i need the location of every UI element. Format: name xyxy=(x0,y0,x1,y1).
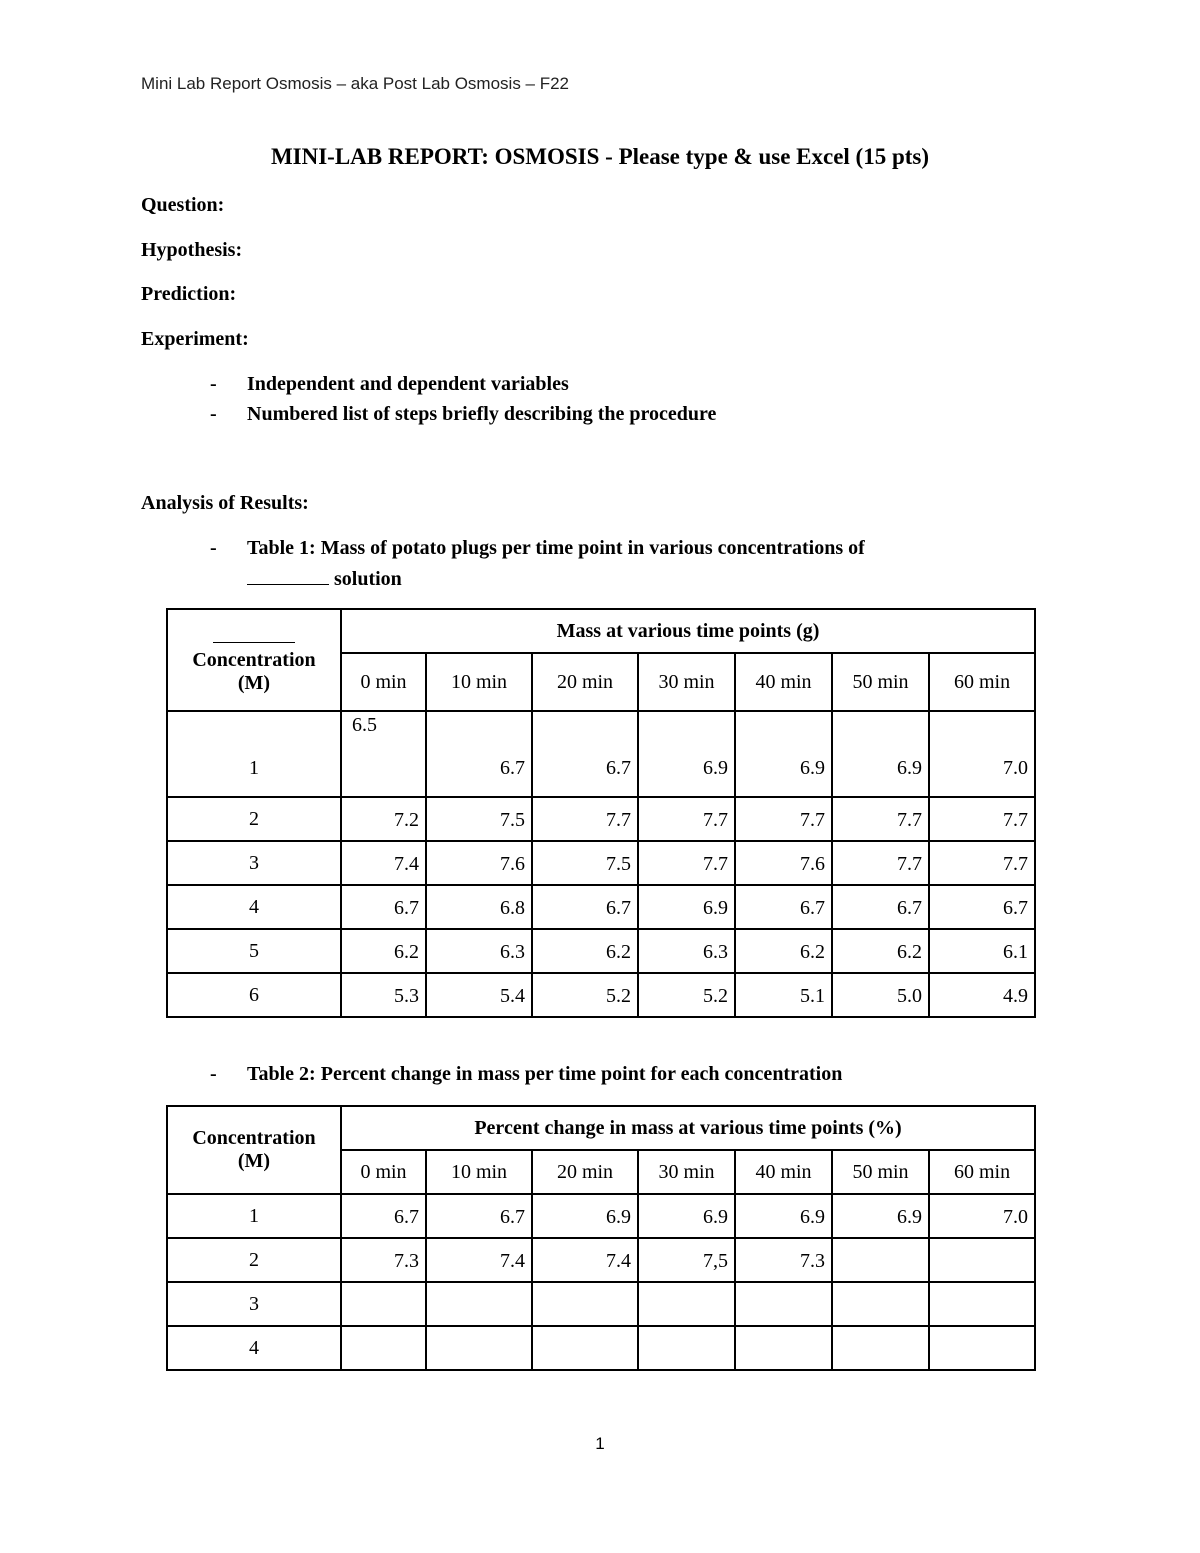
data-cell: 7.6 xyxy=(426,841,532,885)
time-header: 0 min xyxy=(341,1150,426,1194)
data-cell: 6.7 xyxy=(426,711,532,797)
table1-caption-line2: solution xyxy=(334,568,402,590)
data-cell: 6.7 xyxy=(735,885,832,929)
data-cell: 6.7 xyxy=(426,1194,532,1238)
table-row xyxy=(167,797,1035,841)
concentration-cell: 2 xyxy=(167,797,341,841)
data-cell: 6.7 xyxy=(532,711,638,797)
data-cell: 7.0 xyxy=(929,711,1035,797)
data-cell xyxy=(638,1326,735,1370)
data-cell: 6.9 xyxy=(638,711,735,797)
concentration-header: Concentration (M) xyxy=(167,1106,341,1194)
data-cell: 6.9 xyxy=(735,711,832,797)
data-cell xyxy=(735,1326,832,1370)
page-header: Mini Lab Report Osmosis – aka Post Lab Osmosis – F22 xyxy=(141,74,570,93)
data-cell: 6.7 xyxy=(929,885,1035,929)
data-cell: 7.7 xyxy=(929,841,1035,885)
data-cell: 6.7 xyxy=(341,1194,426,1238)
group-header: Percent change in mass at various time points (%) xyxy=(341,1106,1035,1150)
data-cell: 6.2 xyxy=(832,929,929,973)
data-cell: 7.4 xyxy=(426,1238,532,1282)
data-cell: 5.0 xyxy=(832,973,929,1017)
time-header: 50 min xyxy=(832,653,929,711)
bullet-dash: - xyxy=(210,537,217,559)
time-header: 0 min xyxy=(341,653,426,711)
data-cell xyxy=(832,1326,929,1370)
table-row xyxy=(167,1326,1035,1370)
data-cell: 7.0 xyxy=(929,1194,1035,1238)
table-row xyxy=(167,711,1035,797)
concentration-cell: 5 xyxy=(167,929,341,973)
time-header: 60 min xyxy=(929,653,1035,711)
hypothesis-label: Hypothesis: xyxy=(141,239,243,261)
table-row xyxy=(167,1282,1035,1326)
data-cell xyxy=(735,1282,832,1326)
bullet-dash: - xyxy=(210,373,217,395)
data-cell: 7.7 xyxy=(735,797,832,841)
data-cell xyxy=(929,1282,1035,1326)
time-header: 50 min xyxy=(832,1150,929,1194)
time-header: 10 min xyxy=(426,1150,532,1194)
data-cell xyxy=(832,1238,929,1282)
data-cell: 6.2 xyxy=(532,929,638,973)
data-cell: 7.7 xyxy=(532,797,638,841)
data-cell: 5.2 xyxy=(638,973,735,1017)
data-cell: 7.2 xyxy=(341,797,426,841)
data-cell: 6.8 xyxy=(426,885,532,929)
bullet-dash: - xyxy=(210,1063,217,1085)
data-cell: 7.7 xyxy=(832,797,929,841)
data-cell: 7.4 xyxy=(341,841,426,885)
data-cell: 7.7 xyxy=(832,841,929,885)
data-cell: 6.9 xyxy=(638,1194,735,1238)
concentration-cell: 3 xyxy=(167,841,341,885)
group-header: Mass at various time points (g) xyxy=(341,609,1035,653)
concentration-cell: 1 xyxy=(167,1194,341,1238)
data-cell: 5.1 xyxy=(735,973,832,1017)
experiment-label: Experiment: xyxy=(141,328,249,350)
data-cell: 5.3 xyxy=(341,973,426,1017)
data-cell: 7,5 xyxy=(638,1238,735,1282)
concentration-cell: 6 xyxy=(167,973,341,1017)
time-header: 40 min xyxy=(735,653,832,711)
data-cell xyxy=(638,1282,735,1326)
data-cell: 6.9 xyxy=(638,885,735,929)
data-cell: 6.5 xyxy=(341,711,426,797)
data-cell: 7.7 xyxy=(929,797,1035,841)
table-row xyxy=(167,1194,1035,1238)
bullet-text: Numbered list of steps briefly describing the procedure xyxy=(247,403,717,425)
data-cell: 6.1 xyxy=(929,929,1035,973)
data-cell: 6.3 xyxy=(426,929,532,973)
table-row xyxy=(167,973,1035,1017)
concentration-header: Concentration (M) xyxy=(167,609,341,711)
table1-caption-line1: Table 1: Mass of potato plugs per time point in various concentrations of xyxy=(247,537,865,559)
table1 xyxy=(166,608,1036,1018)
data-cell: 6.7 xyxy=(341,885,426,929)
data-cell xyxy=(341,1282,426,1326)
analysis-label: Analysis of Results: xyxy=(141,492,309,514)
data-cell: 4.9 xyxy=(929,973,1035,1017)
time-header: 30 min xyxy=(638,653,735,711)
table-row xyxy=(167,929,1035,973)
data-cell xyxy=(532,1326,638,1370)
concentration-cell: 4 xyxy=(167,1326,341,1370)
data-cell: 6.2 xyxy=(735,929,832,973)
data-cell xyxy=(929,1326,1035,1370)
data-cell: 6.3 xyxy=(638,929,735,973)
time-header: 30 min xyxy=(638,1150,735,1194)
data-cell xyxy=(426,1326,532,1370)
blank-line xyxy=(247,566,329,585)
table2 xyxy=(166,1105,1036,1371)
prediction-label: Prediction: xyxy=(141,283,237,305)
time-header: 20 min xyxy=(532,653,638,711)
data-cell: 6.7 xyxy=(832,885,929,929)
data-cell xyxy=(929,1238,1035,1282)
data-cell xyxy=(532,1282,638,1326)
data-cell: 7.7 xyxy=(638,797,735,841)
table2-caption-text: Table 2: Percent change in mass per time point for each concentration xyxy=(247,1063,843,1085)
data-cell xyxy=(832,1282,929,1326)
time-header: 20 min xyxy=(532,1150,638,1194)
data-cell: 7.6 xyxy=(735,841,832,885)
data-cell: 7.5 xyxy=(532,841,638,885)
data-cell: 7.5 xyxy=(426,797,532,841)
time-header: 40 min xyxy=(735,1150,832,1194)
bullet-text: Independent and dependent variables xyxy=(247,373,569,395)
concentration-cell: 3 xyxy=(167,1282,341,1326)
data-cell: 6.9 xyxy=(532,1194,638,1238)
concentration-cell: 4 xyxy=(167,885,341,929)
document-title: MINI-LAB REPORT: OSMOSIS - Please type & use Excel (15 pts) xyxy=(270,144,930,169)
data-cell: 6.2 xyxy=(341,929,426,973)
data-cell: 6.7 xyxy=(532,885,638,929)
table-row xyxy=(167,1238,1035,1282)
data-cell: 7.7 xyxy=(638,841,735,885)
data-cell: 5.2 xyxy=(532,973,638,1017)
concentration-cell: 1 xyxy=(167,711,341,797)
data-cell: 6.9 xyxy=(832,1194,929,1238)
table-row xyxy=(167,885,1035,929)
data-cell: 6.9 xyxy=(832,711,929,797)
concentration-cell: 2 xyxy=(167,1238,341,1282)
time-header: 10 min xyxy=(426,653,532,711)
data-cell xyxy=(341,1326,426,1370)
question-label: Question: xyxy=(141,194,225,216)
page-number: 1 xyxy=(595,1434,605,1453)
data-cell xyxy=(426,1282,532,1326)
bullet-dash: - xyxy=(210,403,217,425)
data-cell: 7.3 xyxy=(735,1238,832,1282)
table-row xyxy=(167,841,1035,885)
data-cell: 5.4 xyxy=(426,973,532,1017)
time-header: 60 min xyxy=(929,1150,1035,1194)
data-cell: 7.3 xyxy=(341,1238,426,1282)
data-cell: 7.4 xyxy=(532,1238,638,1282)
data-cell: 6.9 xyxy=(735,1194,832,1238)
blank-line xyxy=(213,636,295,643)
